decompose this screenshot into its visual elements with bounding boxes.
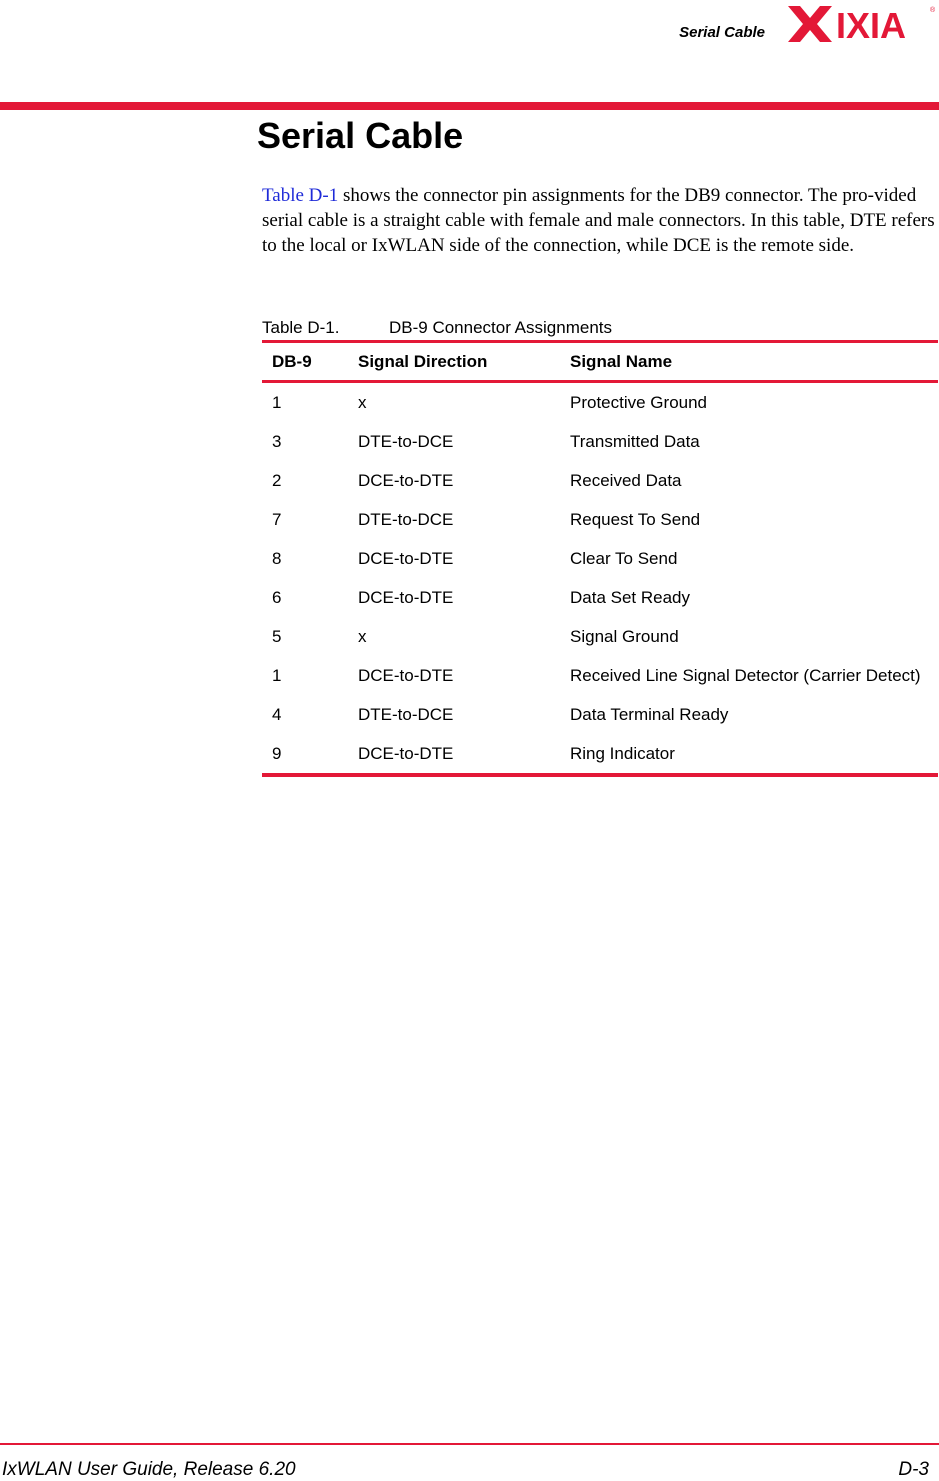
table-row bbox=[262, 734, 938, 775]
table-caption bbox=[262, 318, 612, 338]
table-row bbox=[262, 382, 938, 423]
direction-cell: DTE-to-DCE bbox=[358, 510, 454, 529]
table-xref-link[interactable]: Table D-1 bbox=[262, 185, 339, 206]
direction-cell: DCE-to-DTE bbox=[358, 471, 454, 490]
table-row bbox=[262, 461, 938, 500]
direction-cell: DTE-to-DCE bbox=[358, 432, 454, 451]
table-row bbox=[262, 539, 938, 578]
signal-cell: Protective Ground bbox=[570, 393, 708, 412]
svg-text:®: ® bbox=[930, 7, 936, 14]
connector-table bbox=[262, 340, 938, 777]
direction-cell: x bbox=[358, 393, 367, 412]
footer-guide-title: IxWLAN User Guide, Release 6.20 bbox=[2, 1459, 296, 1480]
direction-cell: DCE-to-DTE bbox=[358, 549, 454, 568]
page-title: Serial Cable bbox=[257, 115, 464, 156]
table-header-row bbox=[262, 342, 938, 382]
pin-cell: 9 bbox=[272, 744, 282, 763]
signal-cell: Received Line Signal Detector (Carrier Detect) bbox=[570, 666, 921, 685]
footer-rule bbox=[0, 1443, 939, 1445]
pin-cell: 1 bbox=[272, 393, 282, 412]
pin-cell: 7 bbox=[272, 510, 282, 529]
pin-cell: 3 bbox=[272, 432, 282, 451]
signal-cell: Signal Ground bbox=[570, 627, 679, 646]
table-row bbox=[262, 500, 938, 539]
table-row bbox=[262, 578, 938, 617]
table-row bbox=[262, 617, 938, 656]
logo-wordmark: IXIA bbox=[836, 5, 907, 46]
pin-cell: 1 bbox=[272, 666, 282, 685]
pin-cell: 8 bbox=[272, 549, 282, 568]
direction-cell: x bbox=[358, 627, 367, 646]
direction-cell: DCE-to-DTE bbox=[358, 666, 454, 685]
signal-cell: Data Terminal Ready bbox=[570, 705, 729, 724]
signal-cell: Data Set Ready bbox=[570, 588, 691, 607]
pin-cell: 2 bbox=[272, 471, 282, 490]
pin-cell: 6 bbox=[272, 588, 282, 607]
direction-cell: DTE-to-DCE bbox=[358, 705, 454, 724]
header-db9: DB-9 bbox=[272, 351, 312, 371]
pin-cell: 4 bbox=[272, 705, 282, 724]
footer-page-number: D-3 bbox=[898, 1459, 929, 1480]
header-signal-direction: Signal Direction bbox=[358, 351, 488, 371]
running-header: Serial Cable bbox=[679, 24, 765, 41]
signal-cell: Clear To Send bbox=[570, 549, 678, 568]
intro-text: shows the connector pin assignments for the DB9 connector. The pro-vided serial cable is a straight cable with female and male connectors. In this table, DTE refers to the local or IxWLAN side of the connection, while DCE is the remote side. bbox=[262, 185, 935, 256]
table-caption-title: DB-9 Connector Assignments bbox=[389, 318, 612, 337]
table-row bbox=[262, 656, 938, 695]
intro-paragraph bbox=[262, 183, 937, 258]
signal-cell: Transmitted Data bbox=[570, 432, 700, 451]
signal-cell: Request To Send bbox=[570, 510, 701, 529]
header-signal-name: Signal Name bbox=[570, 351, 673, 371]
table-caption-number: Table D-1. bbox=[262, 318, 340, 337]
direction-cell: DCE-to-DTE bbox=[358, 588, 454, 607]
ixia-logo bbox=[786, 2, 936, 46]
signal-cell: Received Data bbox=[570, 471, 682, 490]
direction-cell: DCE-to-DTE bbox=[358, 744, 454, 763]
signal-cell: Ring Indicator bbox=[570, 744, 675, 763]
table-row bbox=[262, 422, 938, 461]
pin-cell: 5 bbox=[272, 627, 282, 646]
header-rule bbox=[0, 102, 939, 110]
table-row bbox=[262, 695, 938, 734]
